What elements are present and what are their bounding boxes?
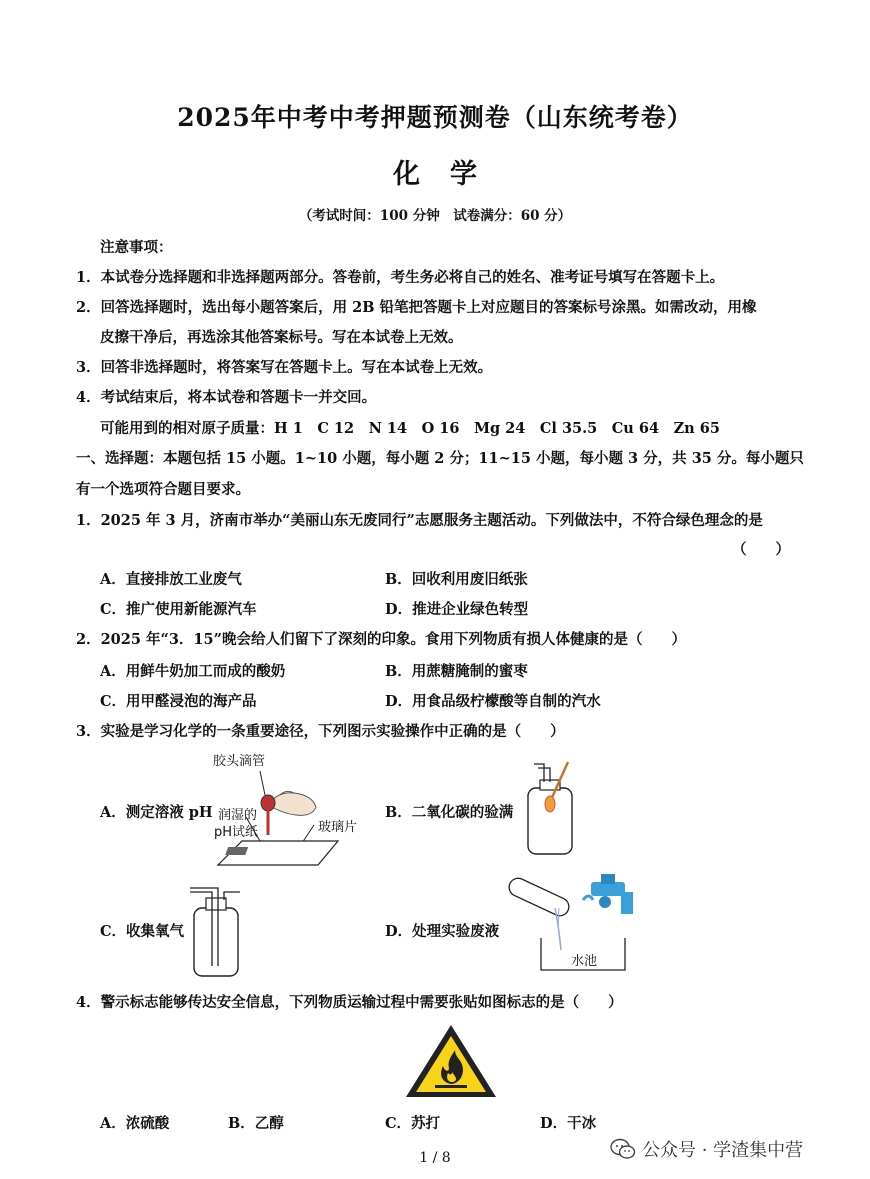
fig-label-glass: 玻璃片 [318, 820, 358, 835]
note-item-2-cont: 皮擦干净后，再选涂其他答案标号。写在本试卷上无效。 [100, 329, 463, 346]
note-item-4: 4．考试结束后，将本试卷和答题卡一并交回。 [76, 389, 377, 406]
q2-option-a: A．用鲜牛奶加工而成的酸奶 [100, 663, 286, 680]
q1-stem: 1．2025 年 3 月，济南市举办“美丽山东无废同行”志愿服务主题活动。下列做法中，不符合绿色理念的是 [76, 512, 763, 529]
section1-line2: 有一个选项符合题目要求。 [76, 481, 250, 498]
watermark-text: 公众号 · 学渣集中营 [642, 1140, 804, 1161]
q4-option-b: B．乙醇 [228, 1115, 284, 1132]
q3-option-a: A．测定溶液 pH [100, 804, 213, 821]
q4-stem: 4．警示标志能够传达安全信息，下列物质运输过程中需要张贴如图标志的是（ ） [76, 994, 623, 1011]
note-item-1: 1．本试卷分选择题和非选择题两部分。答卷前，考生务必将自己的姓名、准考证号填写在答题卡上。 [76, 269, 725, 286]
q4-option-a: A．浓硫酸 [100, 1115, 170, 1132]
exam-info: （考试时间：100 分钟 试卷满分：60 分） [298, 208, 572, 224]
q2-option-b: B．用蔗糖腌制的蜜枣 [385, 663, 528, 680]
note-item-2: 2．回答选择题时，选出每小题答案后，用 2B 铅笔把答题卡上对应题目的答案标号涂黑。如需改动，用橡 [76, 299, 757, 316]
flammable-warning-icon [403, 1022, 499, 1100]
q2-option-d: D．用食品级柠檬酸等自制的汽水 [385, 693, 601, 710]
q1-option-d: D．推进企业绿色转型 [385, 601, 529, 618]
fig-label-ph-paper: pH试纸 [214, 825, 259, 840]
atomic-masses: 可能用到的相对原子质量：H 1 C 12 N 14 O 16 Mg 24 Cl 35.5 Cu 64 Zn 65 [100, 420, 720, 437]
fig-label-dropper: 胶头滴管 [213, 754, 266, 769]
page-title: 2025年中考中考押题预测卷（山东统考卷） [177, 103, 693, 132]
fig-label-wet: 润湿的 [218, 808, 258, 823]
fig-label-sink: 水池 [571, 954, 598, 969]
q1-option-b: B．回收利用废旧纸张 [385, 571, 528, 588]
waste-liquid-figure [505, 872, 645, 972]
q1-option-c: C．推广使用新能源汽车 [100, 601, 257, 618]
q3-option-b: B．二氧化碳的验满 [385, 804, 514, 821]
note-item-3: 3．回答非选择题时，将答案写在答题卡上。写在本试卷上无效。 [76, 359, 493, 376]
wechat-icon [610, 1138, 636, 1160]
watermark [610, 1136, 803, 1162]
co2-bottle-figure [520, 758, 582, 858]
q1-bracket: （ ） [732, 541, 790, 558]
q3-option-c: C．收集氧气 [100, 923, 185, 940]
oxygen-bottle-figure [188, 884, 248, 980]
q4-option-d: D．干冰 [540, 1115, 597, 1132]
q2-stem: 2．2025 年“3．15”晚会给人们留下了深刻的印象。食用下列物质有损人体健康的是（ ） [76, 631, 686, 648]
q2-option-c: C．用甲醛浸泡的海产品 [100, 693, 257, 710]
q1-option-a: A．直接排放工业废气 [100, 571, 242, 588]
q4-option-c: C．苏打 [385, 1115, 441, 1132]
section1-line1: 一、选择题：本题包括 15 小题。1~10 小题，每小题 2 分；11~15 小题，每小题 3 分，共 35 分。每小题只 [76, 450, 804, 467]
q3-option-d: D．处理实验废液 [385, 923, 500, 940]
ph-test-figure [210, 765, 350, 870]
notes-heading: 注意事项： [100, 239, 173, 256]
subject-title: 化学 [393, 159, 507, 190]
page-number: 1 / 8 [419, 1150, 451, 1166]
q3-stem: 3．实验是学习化学的一条重要途径，下列图示实验操作中正确的是（ ） [76, 723, 565, 740]
